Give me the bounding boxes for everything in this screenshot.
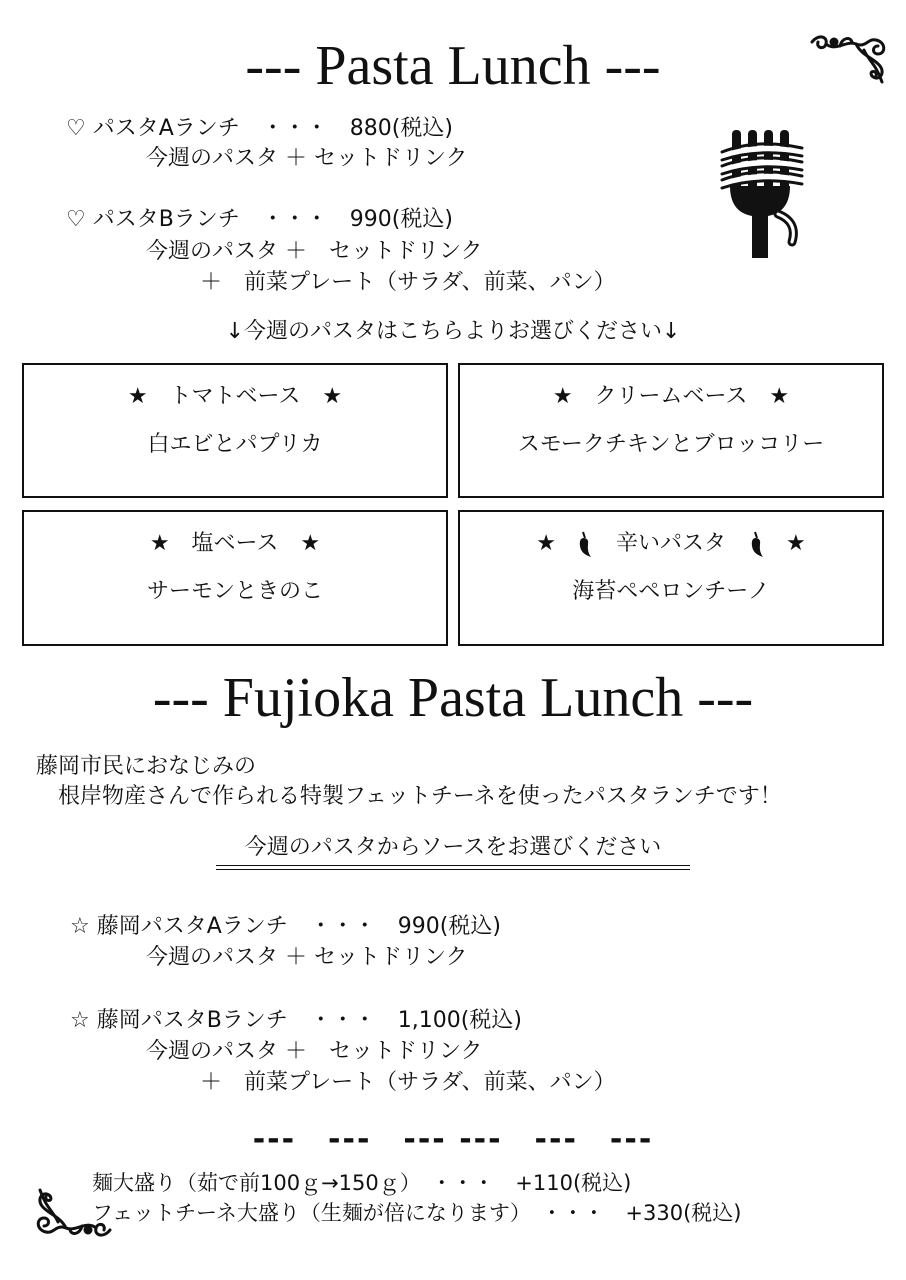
base-dish: 白エビとパプリカ: [147, 432, 323, 457]
base-dish: 海苔ペペロンチーノ: [572, 579, 770, 604]
fujioka-title: --- Fujioka Pasta Lunch ---: [152, 667, 754, 729]
option-line: 麺大盛り（茹で前100ｇ→150ｇ） ・・・ +110(税込): [92, 1171, 632, 1195]
chili-pepper-icon: [575, 530, 595, 558]
base-heading: ★ トマトベース ★: [127, 384, 343, 409]
star-mark: ★: [536, 531, 556, 556]
menu-item-detail: ＋ 前菜プレート（サラダ、前菜、パン）: [200, 1070, 616, 1095]
base-heading: ★ クリームベース ★: [552, 384, 790, 409]
intro-text: 藤岡市民におなじみの: [36, 754, 257, 779]
fork-pasta-icon: [718, 126, 810, 262]
choose-note: ↓今週のパスタはこちらよりお選びください↓: [225, 319, 681, 344]
menu-item-detail: 今週のパスタ ＋ セットドリンク: [146, 1039, 483, 1064]
menu-item-detail: ＋ 前菜プレート（サラダ、前菜、パン）: [200, 270, 616, 295]
menu-item-detail: 今週のパスタ ＋ セットドリンク: [146, 945, 468, 970]
menu-item-name: ♡ パスタBランチ ・・・ 990(税込): [66, 207, 453, 232]
separator-dashes: --- --- --- --- --- ---: [252, 1122, 654, 1157]
menu-item-detail: 今週のパスタ ＋ セットドリンク: [146, 239, 483, 264]
menu-item-name: ☆ 藤岡パスタAランチ ・・・ 990(税込): [70, 914, 501, 939]
base-heading: [460, 526, 882, 558]
menu-item-name: ♡ パスタAランチ ・・・ 880(税込): [66, 116, 453, 141]
menu-item-detail: 今週のパスタ ＋ セットドリンク: [146, 146, 468, 171]
choose-sauce-note: 今週のパスタからソースをお選びください: [244, 835, 662, 860]
tomato-base-box: [22, 363, 448, 498]
base-dish: サーモンときのこ: [146, 579, 323, 604]
base-heading: ★ 塩ベース ★: [149, 531, 321, 556]
intro-text: 根岸物産さんで作られる特製フェットチーネを使ったパスタランチです！: [58, 784, 782, 809]
option-line: フェットチーネ大盛り（生麺が倍になります） ・・・ +330(税込): [92, 1201, 742, 1225]
base-dish: スモークチキンとブロッコリー: [517, 432, 825, 457]
chili-pepper-icon: [747, 530, 767, 558]
cream-base-box: [458, 363, 884, 498]
page-title: --- Pasta Lunch ---: [245, 35, 661, 97]
double-underline: [216, 865, 690, 870]
spicy-pasta-box: [458, 510, 884, 646]
salt-base-box: [22, 510, 448, 646]
menu-item-name: ☆ 藤岡パスタBランチ ・・・ 1,100(税込): [70, 1008, 522, 1033]
spicy-pasta-label: 辛いパスタ: [615, 531, 726, 556]
star-mark: ★: [786, 531, 806, 556]
